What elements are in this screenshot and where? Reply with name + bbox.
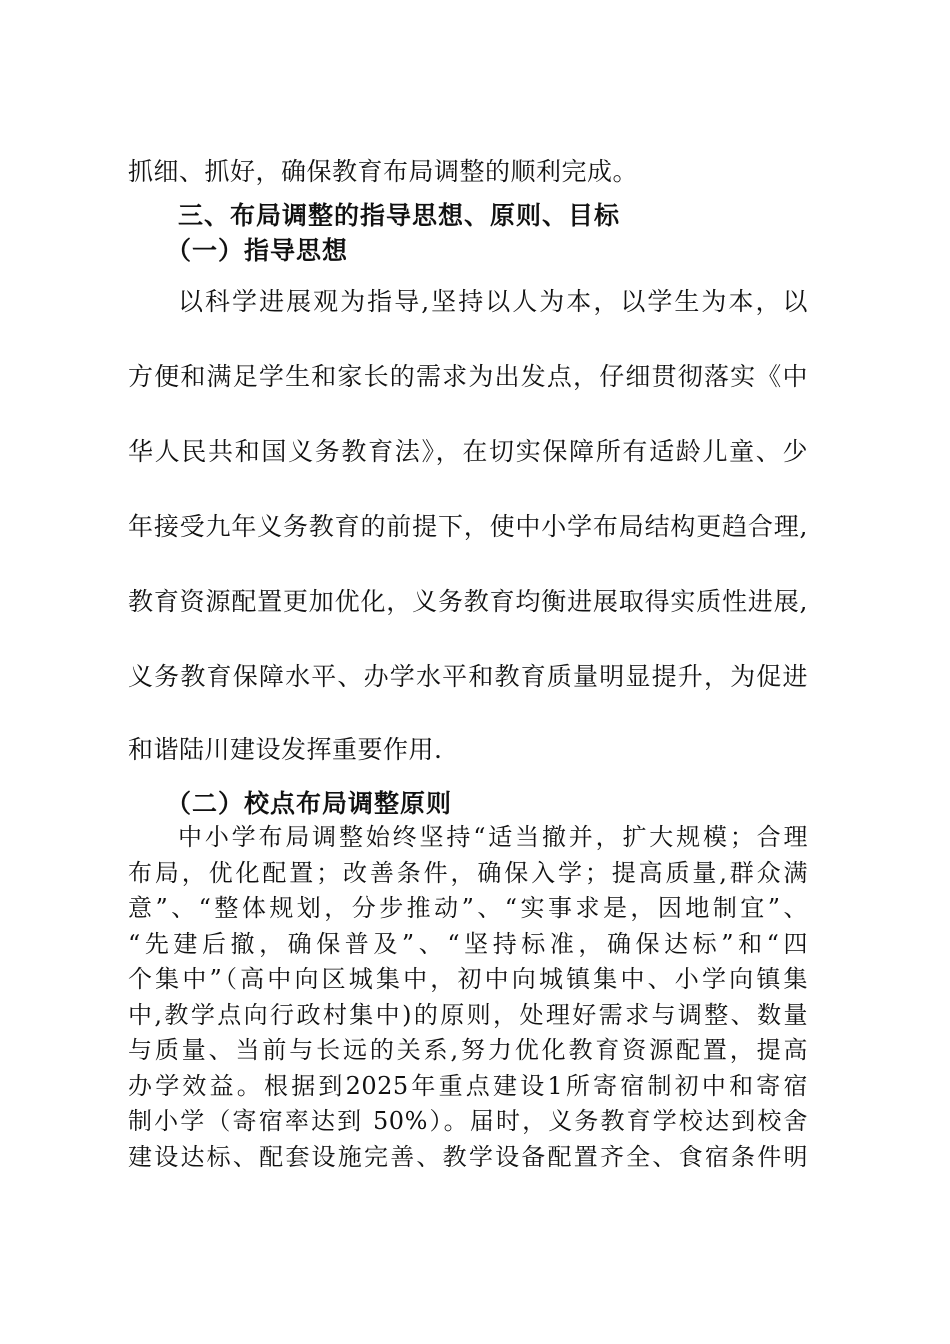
paragraph-line: 教育资源配置更加优化，义务教育均衡进展取得实质性进展, — [128, 587, 808, 616]
paragraph-line: 布局，优化配置；改善条件，确保入学；提高质量,群众满 — [128, 859, 808, 887]
paragraph-line: 年接受九年义务教育的前提下，使中小学布局结构更趋合理, — [128, 512, 808, 541]
paragraph-line: 抓细、抓好，确保教育布局调整的顺利完成。 — [128, 157, 639, 186]
subsection-heading: （二）校点布局调整原则 — [166, 789, 453, 818]
paragraph-line: “先建后撤，确保普及”、“坚持标准，确保达标”和“四 — [128, 930, 808, 958]
paragraph-line: 与质量、当前与长远的关系,努力优化教育资源配置，提高 — [128, 1036, 808, 1064]
paragraph-line: 华人民共和国义务教育法》，在切实保障所有适龄儿童、少 — [128, 437, 808, 466]
paragraph-line: 中,教学点向行政村集中)的原则，处理好需求与调整、数量 — [128, 1001, 808, 1029]
paragraph-line: 办学效益。根据到2025年重点建设1所寄宿制初中和寄宿 — [128, 1072, 808, 1100]
section-heading: 三、布局调整的指导思想、原则、目标 — [178, 201, 621, 230]
paragraph-line: 方便和满足学生和家长的需求为出发点，仔细贯彻落实《中 — [128, 362, 808, 391]
paragraph-line: 意”、“整体规划，分步推动”、“实事求是，因地制宜”、 — [128, 894, 808, 922]
subsection-heading: （一）指导思想 — [166, 236, 349, 265]
paragraph-line: 个集中”（高中向区城集中，初中向城镇集中、小学向镇集 — [128, 965, 808, 993]
paragraph-line: 义务教育保障水平、办学水平和教育质量明显提升，为促进 — [128, 662, 808, 691]
paragraph-line: 和谐陆川建设发挥重要作用. — [128, 735, 443, 764]
paragraph-line: 建设达标、配套设施完善、教学设备配置齐全、食宿条件明 — [128, 1143, 808, 1171]
paragraph-line: 中小学布局调整始终坚持“适当撤并，扩大规模；合理 — [178, 823, 808, 851]
paragraph-line: 制小学（寄宿率达到 50%）。届时，义务教育学校达到校舍 — [128, 1107, 808, 1135]
paragraph-line: 以科学进展观为指导,坚持以人为本，以学生为本，以 — [178, 287, 808, 316]
